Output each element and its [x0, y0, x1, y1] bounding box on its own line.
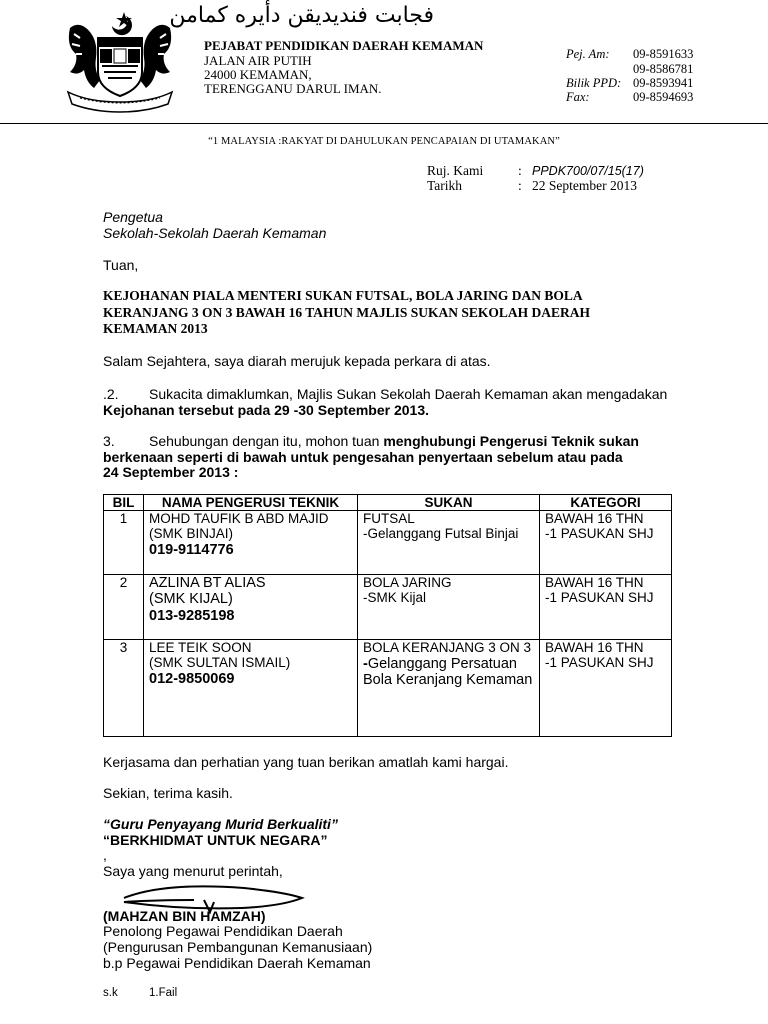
- ruj-label: Ruj. Kami: [427, 163, 484, 178]
- header-divider: [0, 123, 768, 124]
- sport-venue: -SMK Kijal: [363, 590, 427, 605]
- jawi-office-title: فجابت فنديديقن دأيره كمامن: [169, 3, 434, 28]
- table-row: [104, 511, 672, 575]
- chairman-phone: 013-9285198: [149, 608, 235, 624]
- header-bil: BIL: [104, 495, 144, 511]
- slogan-2: “BERKHIDMAT UNTUK NEGARA”: [103, 832, 328, 848]
- signatory-title-3: b.p Pegawai Pendidikan Daerah Kemaman: [103, 955, 371, 971]
- category-teams: -1 PASUKAN SHJ: [545, 590, 654, 605]
- chairman-name: MOHD TAUFIK B ABD MAJID: [149, 511, 329, 526]
- technical-chairman-table: [103, 494, 672, 737]
- row-sport: [358, 575, 540, 640]
- para3-text-2: berkenaan seperti di bawah untuk pengesahan penyertaan sebelum atau pada: [103, 449, 623, 465]
- contact-phone-1: 09-8591633: [633, 47, 694, 61]
- address-line-1: JALAN AIR PUTIH: [204, 53, 312, 68]
- sport-venue: -Gelanggang Futsal Binjai: [363, 526, 519, 541]
- ruj-value: PPDK700/07/15(17): [532, 164, 644, 178]
- row-sport: [358, 511, 540, 575]
- sport-name: FUTSAL: [363, 511, 415, 526]
- subject-line-1: KEJOHANAN PIALA MENTERI SUKAN FUTSAL, BOLA JARING DAN BOLA: [103, 288, 583, 303]
- chairman-phone: 012-9850069: [149, 671, 235, 687]
- row-category: [540, 575, 672, 640]
- stray-comma: ,: [103, 847, 107, 863]
- row-chairman: [144, 575, 358, 640]
- header-kategori: KATEGORI: [540, 495, 672, 511]
- signatory-title-1: Penolong Pegawai Pendidikan Daerah: [103, 923, 343, 939]
- venue-dash: -: [363, 656, 368, 672]
- signatory-name: (MAHZAN BIN HAMZAH): [103, 908, 266, 924]
- para3-text-1a: Sehubungan dengan itu, mohon tuan: [149, 433, 384, 449]
- sport-venue: Gelanggang Persatuan Bola Keranjang Kemaman: [363, 656, 533, 688]
- row-category: [540, 511, 672, 575]
- sport-name: BOLA KERANJANG 3 ON 3: [363, 640, 532, 655]
- para2-number: .2.: [103, 386, 119, 402]
- sekian-text: Sekian, terima kasih.: [103, 785, 233, 801]
- chairman-name: AZLINA BT ALIAS: [149, 575, 266, 591]
- address-line-3: TERENGGANU DARUL IMAN.: [204, 81, 382, 96]
- contact-phone-3: 09-8593941: [633, 76, 694, 90]
- table-row: [104, 575, 672, 640]
- contact-phone-2: 09-8586781: [633, 62, 694, 76]
- para3-text-1b: menghubungi Pengerusi Teknik sukan: [383, 433, 639, 449]
- row-sport: [358, 640, 540, 737]
- row-bil: 1: [104, 511, 144, 575]
- national-motto: “1 MALAYSIA :RAKYAT DI DAHULUKAN PENCAPAIAN DI UTAMAKAN”: [208, 136, 560, 147]
- row-bil: 3: [104, 640, 144, 737]
- sk-fail: 1.Fail: [149, 987, 178, 999]
- para3-text-3: 24 September 2013 :: [103, 464, 239, 480]
- category-age: BAWAH 16 THN: [545, 511, 644, 526]
- chairman-school: (SMK SULTAN ISMAIL): [149, 655, 291, 670]
- salutation: Tuan,: [103, 257, 139, 273]
- row-category: [540, 640, 672, 737]
- tarikh-label: Tarikh: [427, 178, 463, 193]
- sk-label: s.k: [103, 987, 118, 999]
- table-row: [104, 640, 672, 737]
- category-teams: -1 PASUKAN SHJ: [545, 526, 654, 541]
- obey-text: Saya yang menurut perintah,: [103, 863, 283, 879]
- contact-label-fax: Fax:: [566, 90, 590, 104]
- subject-line-3: KEMAMAN 2013: [103, 321, 208, 336]
- category-age: BAWAH 16 THN: [545, 640, 644, 655]
- category-teams: -1 PASUKAN SHJ: [545, 655, 654, 670]
- contact-fax: 09-8594693: [633, 90, 694, 104]
- chairman-school: (SMK BINJAI): [149, 526, 234, 541]
- chairman-name: LEE TEIK SOON: [149, 640, 252, 655]
- signatory-title-2: (Pengurusan Pembangunan Kemanusiaan): [103, 939, 373, 955]
- para2-text-2: Kejohanan tersebut pada 29 -30 September 2013.: [103, 402, 430, 418]
- header-sukan: SUKAN: [358, 495, 540, 511]
- subject-line-2: KERANJANG 3 ON 3 BAWAH 16 TAHUN MAJLIS SUKAN SEKOLAH DAERAH: [103, 305, 591, 320]
- para2-text-1: Sukacita dimaklumkan, Majlis Sukan Sekolah Daerah Kemaman akan mengadakan: [149, 386, 668, 402]
- header-nama: NAMA PENGERUSI TEKNIK: [144, 495, 358, 511]
- recipient-line-2: Sekolah-Sekolah Daerah Kemaman: [103, 225, 327, 241]
- coat-of-arms-logo: [60, 8, 180, 116]
- slogan-1: “Guru Penyayang Murid Berkualiti”: [103, 816, 338, 832]
- sport-venue-line: [363, 656, 537, 688]
- ruj-colon: :: [518, 163, 522, 178]
- tarikh-value: 22 September 2013: [532, 178, 637, 193]
- sport-name: BOLA JARING: [363, 575, 452, 590]
- chairman-school: (SMK KIJAL): [149, 591, 233, 607]
- greeting: Salam Sejahtera, saya diarah merujuk kepada perkara di atas.: [103, 353, 491, 369]
- contact-label-pej-am: Pej. Am:: [566, 47, 610, 61]
- para3-number: 3.: [103, 433, 115, 449]
- row-bil: 2: [104, 575, 144, 640]
- category-age: BAWAH 16 THN: [545, 575, 644, 590]
- recipient-line-1: Pengetua: [103, 209, 163, 225]
- row-chairman: [144, 640, 358, 737]
- tarikh-colon: :: [518, 178, 522, 193]
- para3-line-1: [149, 433, 639, 449]
- address-line-2: 24000 KEMAMAN,: [204, 67, 312, 82]
- row-chairman: [144, 511, 358, 575]
- office-name: PEJABAT PENDIDIKAN DAERAH KEMAMAN: [204, 38, 484, 53]
- contact-label-bilik-ppd: Bilik PPD:: [566, 76, 622, 90]
- table-header-row: [104, 495, 672, 511]
- chairman-phone: 019-9114776: [149, 542, 234, 558]
- thanks-text: Kerjasama dan perhatian yang tuan berikan amatlah kami hargai.: [103, 754, 509, 770]
